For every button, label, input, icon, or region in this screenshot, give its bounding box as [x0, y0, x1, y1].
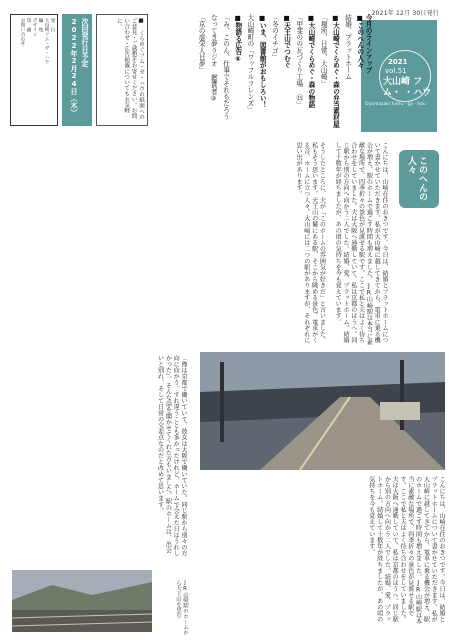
toc-item[interactable]: ■大山崎でくらめぐ・森の物語: [306, 14, 315, 108]
masthead-name: 大山崎 フム・ ・ハウ: [383, 77, 432, 98]
article-body-lower: [12, 355, 187, 557]
article-paragraph: こんにちは、山崎在住のおきつです。今日は、結婚とプラットホームについて書かせていただきます。私が大山崎に越してきてから、電車に乗る機会が増え、駅のホームで過ごす時間も増えました。JR山崎駅は本当に素敵な場所で、四季折々の景色が見渡せる駅です。ここで私と夫はよく待ち合わせをしていました。夫は大阪へ通勤していて、私は京都のほうへ。同じ駅から別の方向へ向かう二人でした。結婚、愛、プラットホーム。結婚して十数年が経ちましたが、あの頃の気持ちを今も覚えています。: [334, 142, 388, 346]
promo-box: [96, 14, 148, 126]
article-paragraph: そうしたところに、夫が「このホームの雰囲気が好きだ」と言いました。私もそう思います。天王山の麓にある駅、そこから眺める景色、電車がくる音、ホームに立つ人々。大山崎には二つの駅がありますが、それぞれに思い出があります。: [295, 142, 326, 344]
masthead-vol: vol.51: [385, 67, 407, 75]
toc-item[interactable]: ■このへんの人々: [355, 14, 364, 69]
info-line: 発 行: [50, 18, 55, 33]
toc-item[interactable]: 「場所、日常、大山崎」: [319, 14, 328, 87]
info-line: 編 集: [38, 18, 43, 33]
next-issue-date: 2022年2月24日（木）: [70, 18, 78, 116]
article-paragraph: 「俺は京都で働いていて、彼女は大阪で働いていた。同じ駅から別々の方向に向かう。すれ違うことも多かったけれど、ホームで会えた日はうれしかった」。そんな話を聞かせてくれた方もいました。駅のホームは、出会いと別れ、そして日常の交差点なのだと改めて思います。: [156, 355, 187, 557]
info-line: デザイン: [32, 18, 37, 37]
tracks-photo: [12, 570, 152, 632]
masthead: [361, 20, 437, 132]
toc-item[interactable]: 「み、このん、仕事でそれもたろう: [221, 14, 230, 120]
section-tag: [399, 150, 439, 208]
toc-item[interactable]: 「京の虚栄人日夢」: [197, 14, 206, 74]
toc-item[interactable]: ■天王山でつむぐ: [282, 14, 291, 69]
article-paragraph: こんにちは、山崎在住のおきつです。今日は、結婚とプラットホームについて書かせていただきます。私が大山崎に越してきてから、電車に乗る機会が増え、駅のホームで過ごす時間も増えました。JR山崎駅は本当に素敵な場所で、四季折々の景色が見渡せる駅です。ここで私と夫はよく待ち合わせをしていました。夫は大阪へ通勤していて、私は京都のほうへ。同じ駅から別の方向へ向かう二人でした。結婚、愛、プラットホーム。結婚して十数年が経ちましたが、あの頃の気持ちを今も覚えています。: [367, 476, 445, 625]
next-issue-box: [62, 14, 92, 126]
tracks-photo-image: [12, 570, 152, 632]
toc-item[interactable]: なってき夢ラジオ 鑑賞者③: [209, 14, 218, 103]
info-line: 大山崎フム・ガ・ハウ: [44, 18, 49, 64]
date-line: 2021年 12月 30日発行: [371, 10, 439, 17]
masthead-year: 2021: [388, 58, 408, 66]
article-body: [12, 142, 388, 347]
toc-heading: 今月のラインアップ: [364, 14, 372, 74]
next-issue-label: 次回発行日予定: [81, 18, 89, 67]
toc-item[interactable]: 結婚、プラットホーム: [343, 14, 352, 80]
platform-photo: [200, 352, 445, 470]
photo-caption: JR山崎駅のホームから天王山を望む: [175, 580, 188, 636]
toc-item[interactable]: ■大山崎でくらめぐ・森の弁当素材屋: [331, 14, 340, 128]
toc-item[interactable]: 大山崎町の「ワッフルフレンズ」: [245, 14, 254, 113]
publisher-info: [10, 14, 58, 126]
toc-item[interactable]: 「冬のイチゴ」: [270, 14, 279, 61]
toc-item[interactable]: ■いま、図書館がおもしろい！: [258, 14, 267, 108]
table-of-contents: [150, 14, 372, 134]
promo-text: ■ くらめぐフム・ガ・ハウの紙面へのご意見・ご感想をお寄せください。お問い合わせ・広告掲載についてもお気軽に。: [115, 18, 144, 120]
toc-item[interactable]: ■物語る広告⑥: [233, 14, 242, 63]
toc-item[interactable]: 「甲斐のの瓦づくり工場 ⑮」: [294, 14, 303, 108]
section-tag-label: このへんの人々: [406, 156, 427, 201]
article-body-photo: [200, 476, 445, 626]
info-line: お問い合わせ: [20, 18, 25, 46]
info-line: 印 刷: [26, 18, 31, 33]
platform-photo-image: [200, 352, 445, 470]
masthead-romaji: Oyamazaki fumu · ga · hau: [365, 102, 426, 107]
